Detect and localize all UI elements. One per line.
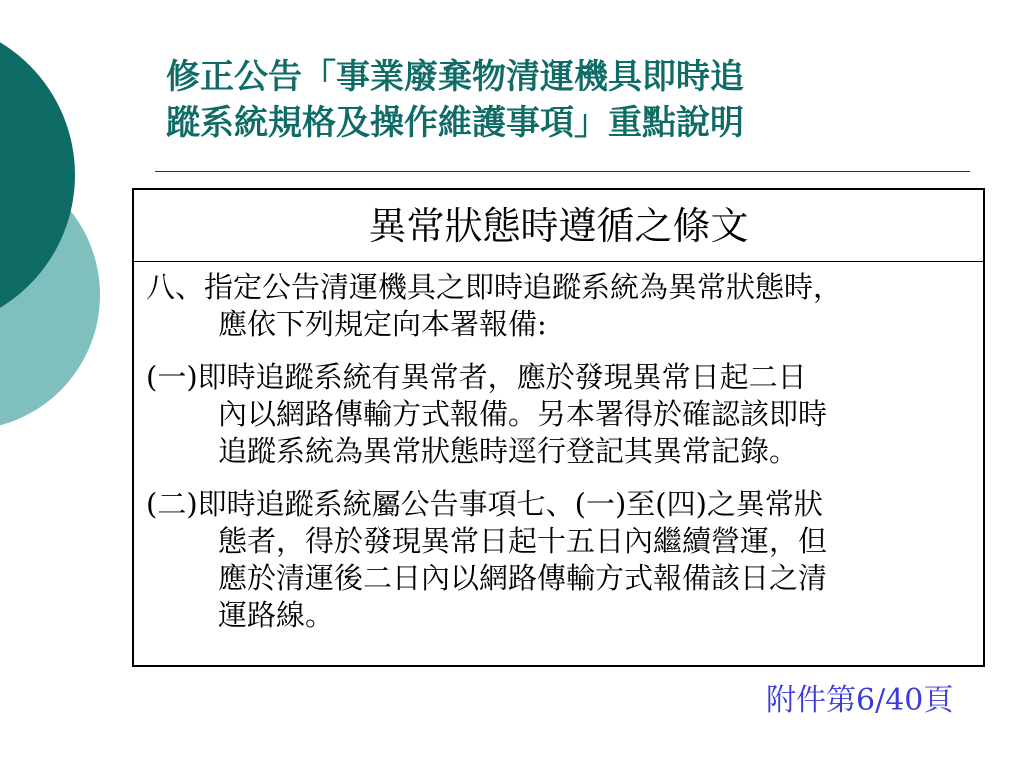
slide-title-line-2: 蹤系統規格及操作維護事項」重點說明 bbox=[166, 103, 744, 143]
slide-title-line-1: 修正公告「事業廢棄物清運機具即時追 bbox=[166, 57, 744, 97]
clause-8-item-1-line-2: 內以網路傳輸方式報備。另本署得於確認該即時 bbox=[218, 397, 828, 431]
clause-8-line-2: 應依下列規定向本署報備: bbox=[218, 307, 547, 341]
regulation-box-body bbox=[134, 262, 983, 634]
clause-8-item-1-line-3: 追蹤系統為異常狀態時逕行登記其異常記錄。 bbox=[218, 434, 799, 468]
clause-8-item-2-line-4: 運路線。 bbox=[218, 598, 335, 632]
clause-8-item-2-line-2: 態者，得於發現異常日起十五日內繼續營運，但 bbox=[218, 524, 828, 558]
title-divider bbox=[155, 171, 970, 172]
regulation-box bbox=[132, 188, 985, 667]
clause-8 bbox=[146, 269, 983, 343]
clause-8-item-1 bbox=[146, 359, 983, 470]
clause-8-item-2-line-3: 應於清運後二日內以網路傳輸方式報備該日之清 bbox=[218, 561, 828, 595]
regulation-box-header: 異常狀態時遵循之條文 bbox=[134, 190, 983, 262]
clause-8-item-2-line-1: (二)即時追蹤系統屬公告事項七、(一)至(四)之異常狀 bbox=[146, 487, 823, 521]
slide-title bbox=[166, 54, 966, 146]
page-number-note: 附件第6/40頁 bbox=[766, 683, 954, 718]
clause-8-line-1: 八、指定公告清運機具之即時追蹤系統為異常狀態時， bbox=[146, 270, 843, 304]
clause-8-item-1-line-1: (一)即時追蹤系統有異常者，應於發現異常日起二日 bbox=[146, 360, 807, 394]
clause-8-item-2 bbox=[146, 486, 983, 634]
